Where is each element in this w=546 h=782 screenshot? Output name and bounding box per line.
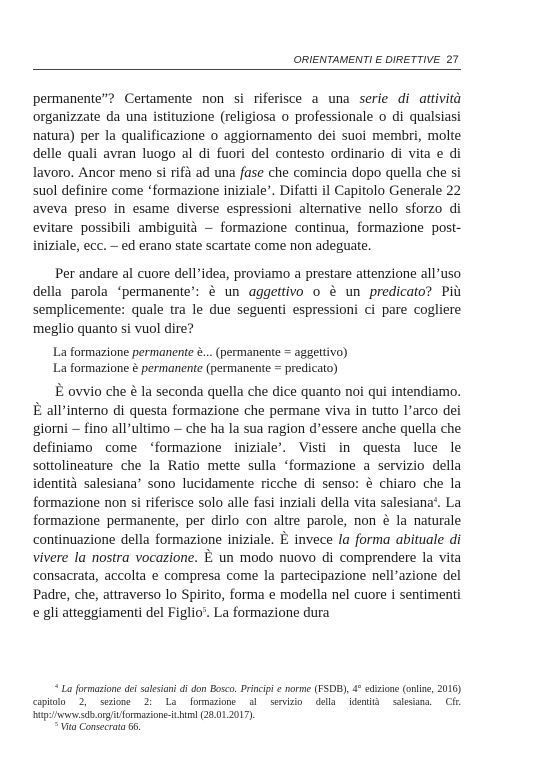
italic-span: la forma abituale di vivere la nostra vocazione — [33, 531, 461, 566]
text-span: ? Più semplicemente: quale tra le due seguenti espressioni ci pare cogliere meglio quanto si vuol dire? — [33, 284, 461, 337]
footnote-5 — [33, 722, 461, 735]
text-span: permanente”? Certamente non si riferisce a una — [33, 91, 360, 107]
paragraph-3 — [33, 383, 461, 622]
footnote-4 — [33, 684, 461, 722]
text-span: . La formazione dura — [206, 605, 330, 622]
footnote-ref-4[interactable]: 4 — [433, 495, 438, 504]
main-text — [33, 90, 461, 623]
header-rule — [33, 69, 461, 70]
footnote-title: La formazione dei salesiani di don Bosco. Principi e norme — [61, 684, 311, 695]
text-span: . È un modo nuovo di comprendere la vita consacrata, accolta e compresa come la partecipazione nell’azione del Padre, che, attraverso lo Spirito, forma e modella nel cuore i sentimenti e gli atteggiamenti del Figlio — [33, 549, 461, 622]
text-span: Per andare al cuore dell’idea, proviamo a prestare attenzione all’uso della parola ‘permanente’: è un — [33, 265, 461, 301]
paragraph-1 — [33, 90, 461, 256]
running-title: ORIENTAMENTI E DIRETTIVE — [293, 55, 441, 66]
text-span: o è un — [303, 284, 370, 301]
text-span: che comincia dopo quella che si suol definire come ‘formazione iniziale’. Difatti il Capitolo Generale 22 aveva preso in esame diverse espressioni alternative nello sforzo di evitare possibili ambiguità – formazione continua, formazione post-iniziale, ecc. – ed erano state scartate come non adeguate. — [33, 164, 462, 255]
italic-span: serie di attività — [359, 91, 461, 107]
footnotes — [33, 684, 461, 735]
page-number: 27 — [446, 54, 459, 66]
italic-span: predicato — [369, 284, 426, 301]
italic-span: fase — [240, 164, 264, 181]
example-line-1: La formazione permanente è... (permanente = aggettivo) — [53, 344, 348, 360]
paragraph-2 — [33, 265, 461, 339]
footnote-text: (FSDB), 4° edizione (online, 2016) capitolo 2, sezione 2: La formazione al servizio della identità salesiana. Cfr. http://www.sdb.org/it/formazione-it.html (28.01.2017). — [33, 684, 461, 721]
text-span: . La formazione permanente, per dirlo con altre parole, non è la naturale continuazione della formazione iniziale. È invece — [33, 494, 461, 548]
text-span: È ovvio che è la seconda quella che dice quanto noi qui intendiamo. È all’interno di questa formazione che permane viva in tutto l’arco dei giorni – fino all’ultimo – che ha la sua ragion d’essere anche quella che definiamo come ‘formazione iniziale’. Visti in questa luce le sottolineature che la Ratio mette sulla ‘formazione a servizio della identità salesiana’ sono lucidamente ricche di senso: è chiaro che la formazione non si riferisce solo alle fasi inziali della vita salesiana — [33, 384, 461, 511]
footnote-text: 66. — [125, 722, 141, 734]
footnote-title: Vita Consecrata — [60, 722, 126, 734]
italic-span: aggettivo — [248, 284, 304, 301]
running-header — [33, 54, 459, 68]
example-line-2: La formazione è permanente (permanente = predicato) — [53, 360, 338, 376]
footnote-mark: 4 — [55, 684, 58, 690]
paragraph-gap — [33, 256, 461, 265]
text-span: organizzate da una istituzione (religiosa o professionale o di qualsiasi natura) per la qualificazione o aggiornamento dei suoi membri, molte delle quali avran luogo al di fuori del contesto ordinario di vita e di lavoro. Ancor meno si rifà ad una — [33, 109, 461, 181]
footnote-mark: 5 — [55, 722, 58, 729]
footnote-ref-5[interactable]: 5 — [202, 606, 207, 615]
example-block — [53, 344, 461, 376]
